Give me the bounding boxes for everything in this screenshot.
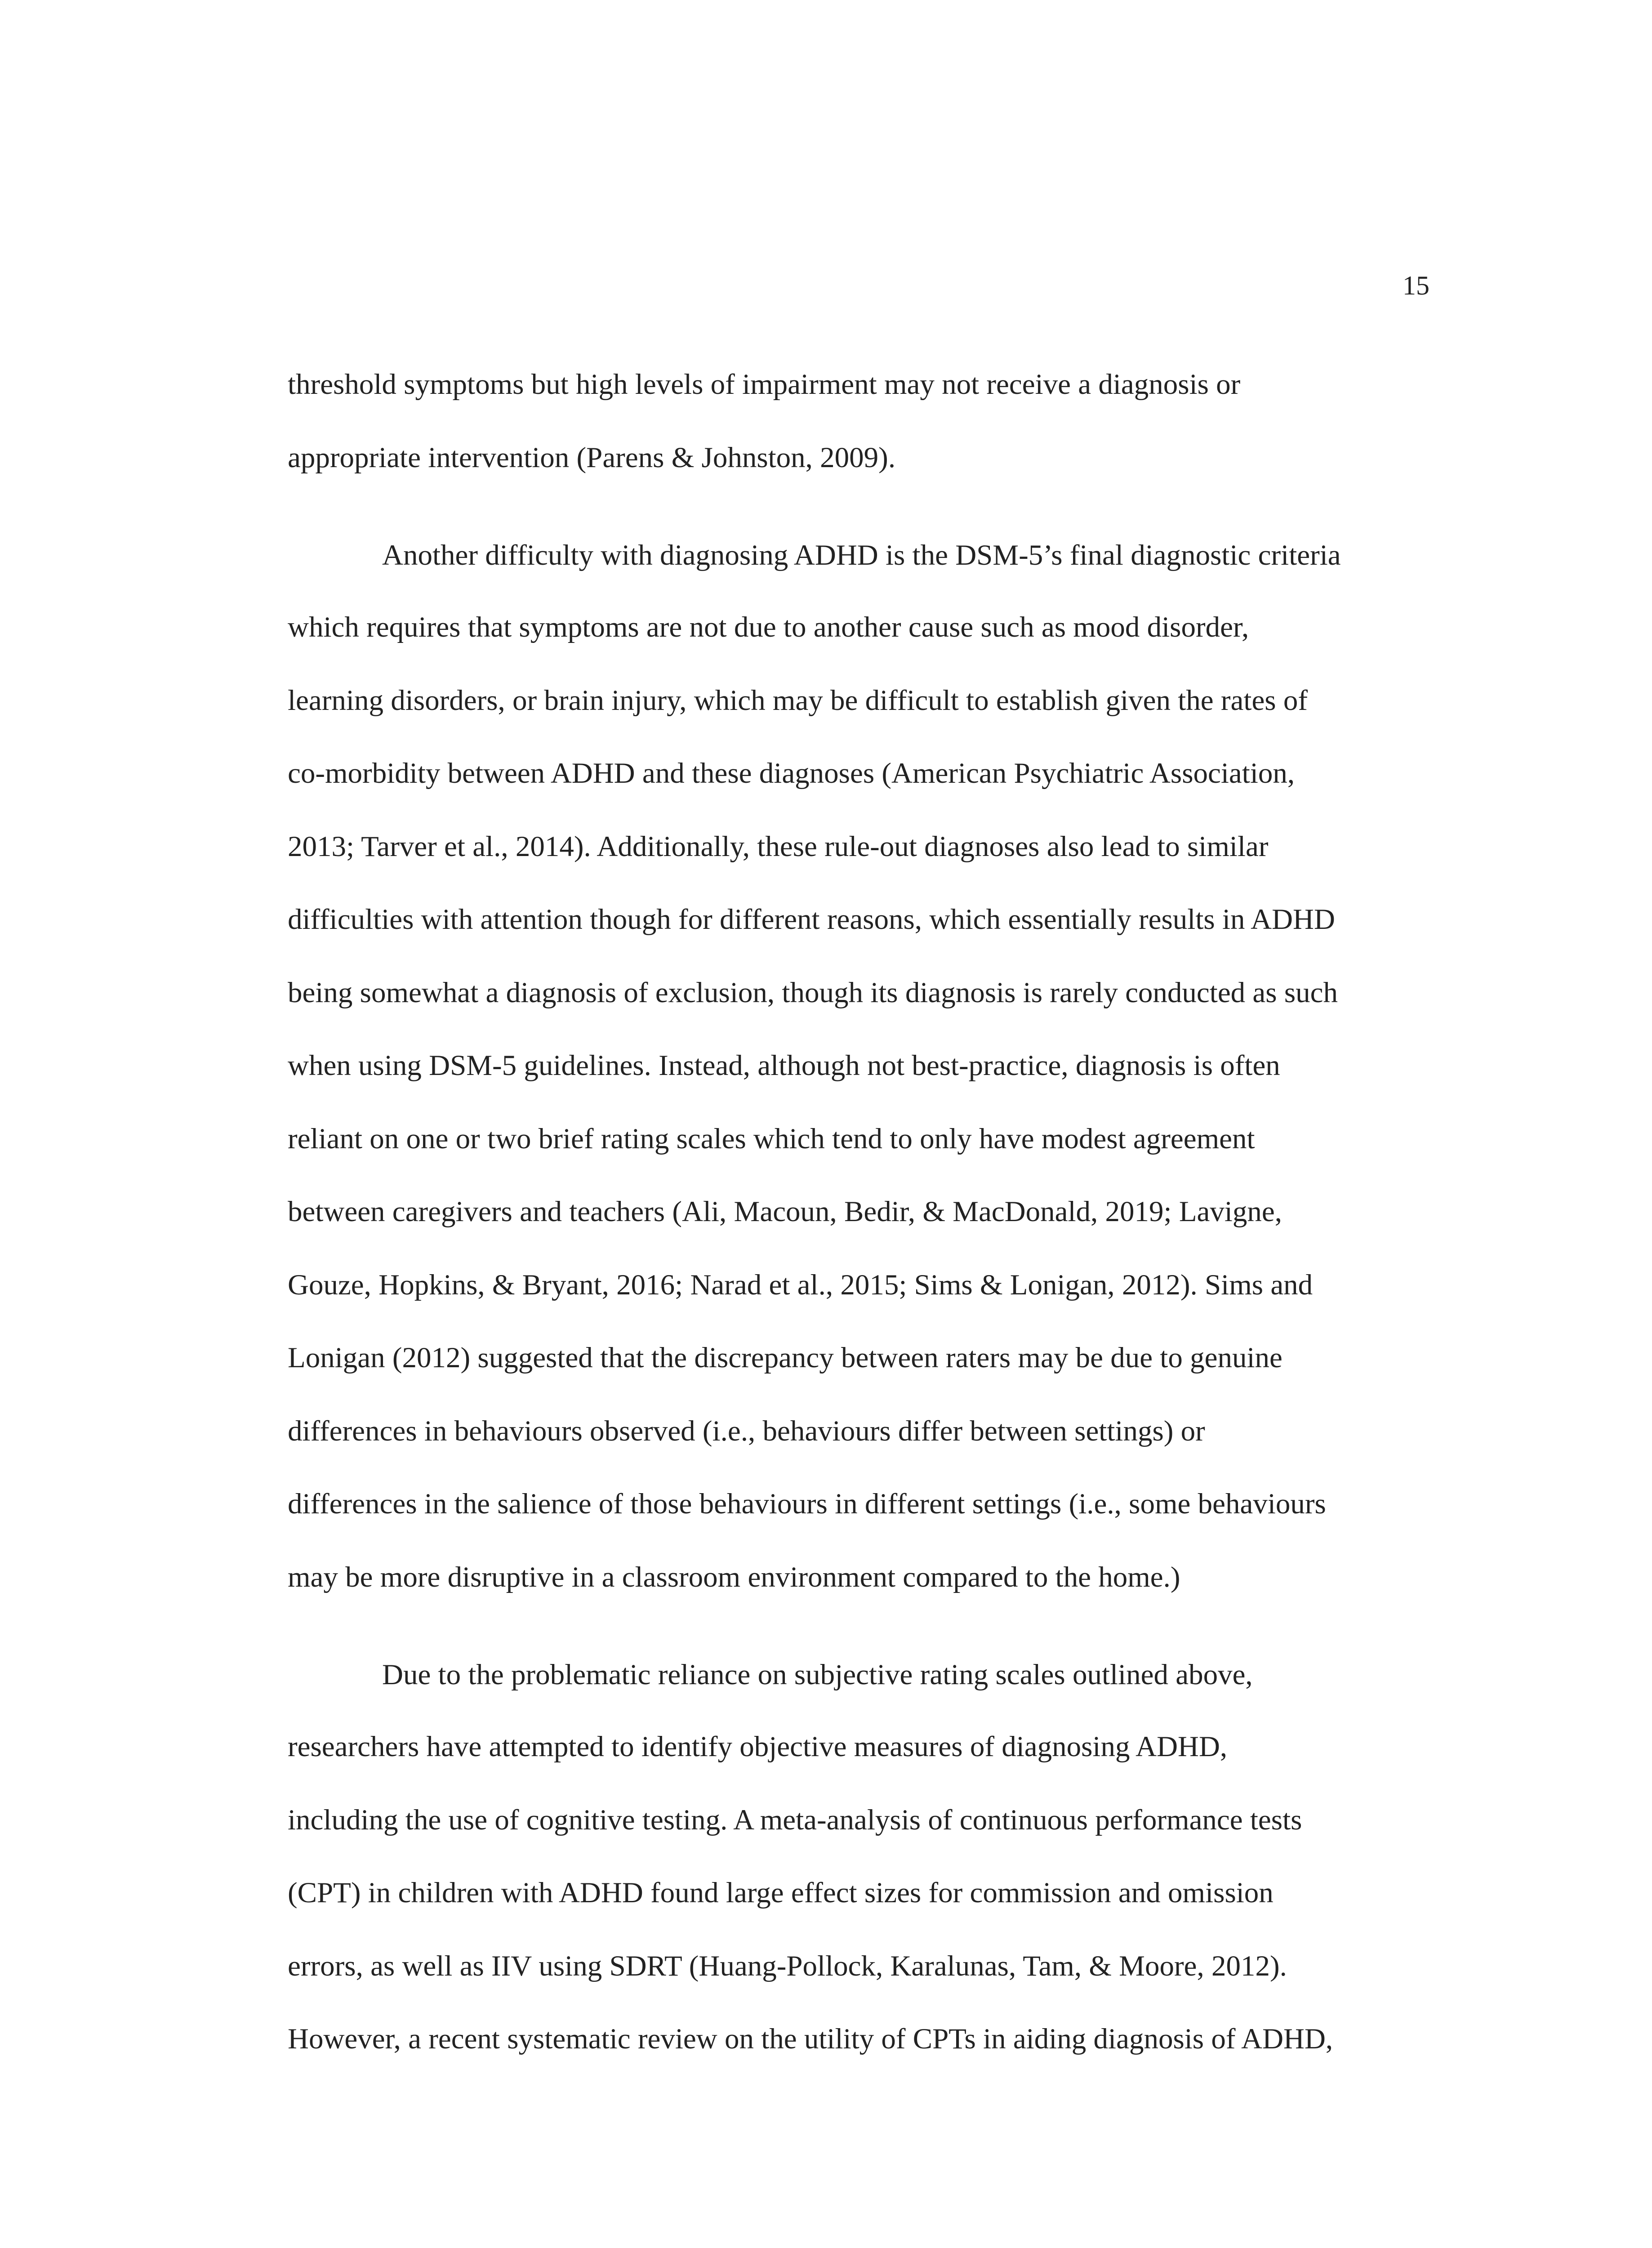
- paragraph-3-line-4: (CPT) in children with ADHD found large effect sizes for commission and omission: [288, 1877, 1274, 1909]
- paragraph-2-line-8: when using DSM-5 guidelines. Instead, although not best-practice, diagnosis is often: [288, 1049, 1280, 1082]
- paragraph-1-line-1: threshold symptoms but high levels of impairment may not receive a diagnosis or: [288, 368, 1241, 401]
- paragraph-2-line-14: differences in the salience of those behaviours in different settings (i.e., some behaviours: [288, 1488, 1326, 1520]
- paragraph-2-line-15: may be more disruptive in a classroom environment compared to the home.): [288, 1561, 1180, 1593]
- paragraph-2-line-4: co-morbidity between ADHD and these diagnoses (American Psychiatric Association,: [288, 757, 1295, 789]
- paragraph-2-line-6: difficulties with attention though for different reasons, which essentially results in ADHD: [288, 903, 1335, 936]
- paragraph-2-line-11: Gouze, Hopkins, & Bryant, 2016; Narad et al., 2015; Sims & Lonigan, 2012). Sims and: [288, 1269, 1313, 1301]
- paragraph-2-line-5: 2013; Tarver et al., 2014). Additionally, these rule-out diagnoses also lead to similar: [288, 830, 1269, 863]
- paragraph-1-line-2: appropriate intervention (Parens & Johnston, 2009).: [288, 442, 896, 474]
- paragraph-2-line-2: which requires that symptoms are not due to another cause such as mood disorder,: [288, 611, 1249, 643]
- paragraph-3-line-6: However, a recent systematic review on the utility of CPTs in aiding diagnosis of ADHD,: [288, 2023, 1333, 2055]
- paragraph-2-line-1: Another difficulty with diagnosing ADHD is the DSM-5’s final diagnostic criteria: [382, 539, 1341, 571]
- paragraph-2-line-10: between caregivers and teachers (Ali, Macoun, Bedir, & MacDonald, 2019; Lavigne,: [288, 1195, 1282, 1228]
- paragraph-2-line-12: Lonigan (2012) suggested that the discrepancy between raters may be due to genuine: [288, 1342, 1282, 1374]
- paragraph-2-line-13: differences in behaviours observed (i.e., behaviours differ between settings) or: [288, 1415, 1205, 1447]
- page-number: 15: [1403, 271, 1429, 300]
- paragraph-3-line-3: including the use of cognitive testing. A meta-analysis of continuous performance tests: [288, 1804, 1302, 1836]
- paragraph-3-line-1: Due to the problematic reliance on subjective rating scales outlined above,: [382, 1659, 1253, 1691]
- paragraph-3-line-2: researchers have attempted to identify objective measures of diagnosing ADHD,: [288, 1731, 1228, 1763]
- paragraph-2-line-9: reliant on one or two brief rating scales which tend to only have modest agreement: [288, 1123, 1255, 1155]
- paragraph-2-line-3: learning disorders, or brain injury, which may be difficult to establish given the rates of: [288, 684, 1308, 717]
- paragraph-2-line-7: being somewhat a diagnosis of exclusion, though its diagnosis is rarely conducted as such: [288, 977, 1338, 1009]
- paragraph-3-line-5: errors, as well as IIV using SDRT (Huang-Pollock, Karalunas, Tam, & Moore, 2012).: [288, 1950, 1287, 1982]
